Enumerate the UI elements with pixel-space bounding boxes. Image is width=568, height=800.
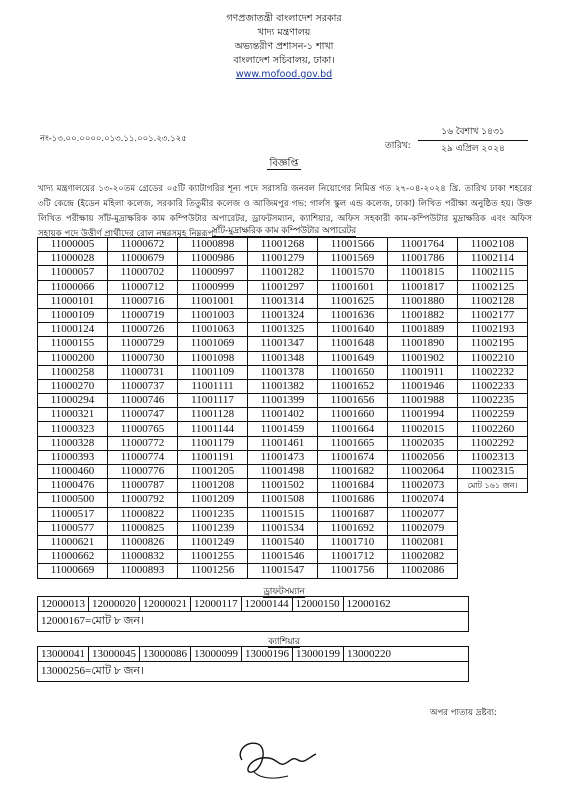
roll-cell: 11000500	[38, 493, 108, 507]
roll-cell: 11002292	[458, 436, 528, 450]
empty-cell	[458, 507, 528, 521]
roll-cell: 11001656	[318, 394, 388, 408]
roll-cell: 11000476	[38, 479, 108, 493]
table-row	[38, 550, 528, 564]
roll-cell: 11000893	[108, 564, 178, 578]
roll-cell: 11001880	[388, 294, 458, 308]
roll-cell: 11002035	[388, 436, 458, 450]
roll-cell: 11001664	[318, 422, 388, 436]
roll-cell: 11001911	[388, 365, 458, 379]
roll-cell: 11000460	[38, 465, 108, 479]
roll-cell: 11000719	[108, 308, 178, 322]
draftsman-roll-table	[37, 596, 469, 632]
website-line	[0, 68, 568, 82]
roll-cell: 11000669	[38, 564, 108, 578]
roll-cell: 11002079	[388, 521, 458, 535]
roll-cell: 11001882	[388, 308, 458, 322]
roll-cell: 11002064	[388, 465, 458, 479]
table-row	[38, 493, 528, 507]
total-cell: 12000167=মোট ৮ জন।	[38, 612, 469, 632]
notice-title-wrap	[0, 156, 568, 173]
roll-cell: 11002115	[458, 266, 528, 280]
roll-cell: 13000086	[140, 647, 191, 662]
roll-cell: 11000747	[108, 408, 178, 422]
roll-cell: 11001687	[318, 507, 388, 521]
roll-cell: 11002259	[458, 408, 528, 422]
roll-cell: 11001534	[248, 521, 318, 535]
roll-cell: 11001001	[178, 294, 248, 308]
roll-cell: 11001712	[318, 550, 388, 564]
roll-cell: 11001191	[178, 450, 248, 464]
roll-cell: 11001069	[178, 337, 248, 351]
roll-cell: 11002081	[388, 535, 458, 549]
roll-cell: 12000150	[292, 597, 343, 612]
roll-cell: 11000294	[38, 394, 108, 408]
roll-cell: 11001640	[318, 323, 388, 337]
roll-cell: 11001889	[388, 323, 458, 337]
roll-cell: 13000220	[344, 647, 469, 662]
roll-cell: 11001650	[318, 365, 388, 379]
roll-cell: 11000898	[178, 238, 248, 252]
roll-cell: 11000787	[108, 479, 178, 493]
roll-cell: 11002232	[458, 365, 528, 379]
date-block	[418, 124, 528, 157]
empty-cell	[458, 564, 528, 578]
roll-cell: 11000270	[38, 379, 108, 393]
table-row	[38, 294, 528, 308]
roll-cell: 11002260	[458, 422, 528, 436]
roll-cell: 11000825	[108, 521, 178, 535]
roll-cell: 11000774	[108, 450, 178, 464]
roll-cell: 11000672	[108, 238, 178, 252]
roll-cell: 11001399	[248, 394, 318, 408]
roll-cell: 11001348	[248, 351, 318, 365]
roll-cell: 11001314	[248, 294, 318, 308]
roll-cell: 11000155	[38, 337, 108, 351]
roll-cell: 11001256	[178, 564, 248, 578]
roll-cell: 11001508	[248, 493, 318, 507]
roll-cell: 11000986	[178, 252, 248, 266]
roll-cell: 11000702	[108, 266, 178, 280]
roll-cell: 11000730	[108, 351, 178, 365]
roll-cell: 11001144	[178, 422, 248, 436]
roll-cell: 11000028	[38, 252, 108, 266]
roll-cell: 12000020	[89, 597, 140, 612]
roll-cell: 11001636	[318, 308, 388, 322]
total-cell: 13000256=মোট ৮ জন।	[38, 662, 469, 682]
roll-cell: 11001378	[248, 365, 318, 379]
roll-cell: 11000822	[108, 507, 178, 521]
roll-cell: 11001109	[178, 365, 248, 379]
roll-cell: 13000196	[242, 647, 293, 662]
roll-cell: 11000772	[108, 436, 178, 450]
table-row	[38, 612, 469, 632]
roll-cell: 11001128	[178, 408, 248, 422]
roll-cell: 11002015	[388, 422, 458, 436]
roll-cell: 11002233	[458, 379, 528, 393]
roll-cell: 11001764	[388, 238, 458, 252]
roll-cell: 11001382	[248, 379, 318, 393]
table-row	[38, 365, 528, 379]
roll-cell: 11001179	[178, 436, 248, 450]
roll-cell: 11001890	[388, 337, 458, 351]
roll-cell: 11000662	[38, 550, 108, 564]
roll-cell: 11002114	[458, 252, 528, 266]
table-row	[38, 564, 528, 578]
roll-cell: 11001546	[248, 550, 318, 564]
roll-cell: 11001815	[388, 266, 458, 280]
table-row	[38, 337, 528, 351]
roll-cell: 11001324	[248, 308, 318, 322]
table-row	[38, 238, 528, 252]
roll-cell: 11001239	[178, 521, 248, 535]
roll-cell: 11001570	[318, 266, 388, 280]
roll-cell: 11000999	[178, 280, 248, 294]
roll-cell: 11001502	[248, 479, 318, 493]
roll-cell: 11000726	[108, 323, 178, 337]
roll-cell: 11000765	[108, 422, 178, 436]
roll-cell: 11000517	[38, 507, 108, 521]
roll-cell: 12000013	[38, 597, 89, 612]
table-row	[38, 597, 469, 612]
roll-cell: 11000792	[108, 493, 178, 507]
roll-cell: 13000099	[191, 647, 242, 662]
table-row	[38, 422, 528, 436]
roll-cell: 12000021	[140, 597, 191, 612]
roll-cell: 11000200	[38, 351, 108, 365]
office-address: বাংলাদেশ সচিবালয়, ঢাকা।	[233, 55, 335, 66]
branch-name: অভ্যন্তরীণ প্রশাসন-১ শাখা	[234, 41, 334, 52]
roll-cell: 11000328	[38, 436, 108, 450]
roll-cell: 11001569	[318, 252, 388, 266]
roll-cell: 11001208	[178, 479, 248, 493]
table-row	[38, 507, 528, 521]
roll-cell: 11000832	[108, 550, 178, 564]
section1-title-wrap	[0, 223, 568, 238]
roll-cell: 11000729	[108, 337, 178, 351]
cashier-roll-table	[37, 646, 469, 682]
roll-cell: 11000679	[108, 252, 178, 266]
roll-cell: 11001547	[248, 564, 318, 578]
roll-cell: 11001902	[388, 351, 458, 365]
roll-cell: 11001625	[318, 294, 388, 308]
roll-cell: 11001325	[248, 323, 318, 337]
website-link[interactable]: www.mofood.gov.bd	[235, 69, 333, 80]
roll-cell: 11001205	[178, 465, 248, 479]
roll-cell: 11000826	[108, 535, 178, 549]
empty-cell	[458, 493, 528, 507]
roll-cell: 11001402	[248, 408, 318, 422]
roll-cell: 11001652	[318, 379, 388, 393]
roll-cell: 11002315	[458, 465, 528, 479]
roll-cell: 11000321	[38, 408, 108, 422]
notice-title: বিজ্ঞপ্তি	[269, 158, 299, 169]
section1-title: সাঁট-মুদ্রাক্ষরিক কাম কম্পিউটার অপারেটর	[211, 226, 357, 236]
table-row	[38, 266, 528, 280]
table-row	[38, 436, 528, 450]
table-row	[38, 280, 528, 294]
roll-cell: 11001473	[248, 450, 318, 464]
roll-cell: 11001515	[248, 507, 318, 521]
table-row	[38, 647, 469, 662]
roll-cell: 13000045	[89, 647, 140, 662]
roll-cell: 11002125	[458, 280, 528, 294]
roll-cell: 11002195	[458, 337, 528, 351]
section3-title: ক্যাশিয়ার	[268, 637, 300, 647]
roll-cell: 11001268	[248, 238, 318, 252]
date-gregorian: ২৯ এপ্রিল ২০২৪	[418, 140, 528, 157]
table-row	[38, 479, 528, 493]
roll-cell: 12000162	[343, 597, 468, 612]
notice-body: খাদ্য মন্ত্রণালয়ের ১৩-২০তম গ্রেডের ০৫টি ক্যাটাগরির শূন্য পদে সরাসরি জনবল নিয়োগের নিমিত্ত গত ২৭-০৪-২০২৪ খ্রি. তারিখ ঢাকা শহরের ৩টি কেন্দ্রে (ইডেন মহিলা কলেজ, সরকারি তিতুমীর কলেজ ও আজিমপুর গভ: গার্লস স্কুল এন্ড কলেজ, ঢাকা) লিখিত পরীক্ষা অনুষ্ঠিত হয়। উক্ত লিখিত পরীক্ষায় সাঁট-মুদ্রাক্ষরিক কাম কম্পিউটার অপারেটর, ড্রাফটসম্যান, ক্যাশিয়ার, অফিস সহকারী কাম-কম্পিউটার মুদ্রাক্ষরিক এবং অফিস সহায়ক পদে উত্তীর্ণ প্রার্থীদের রোল নম্বরসমূহ নিম্নরূপ:	[38, 184, 532, 239]
table-row	[38, 662, 469, 682]
total-note: মোট ১৬১ জন।	[458, 479, 528, 493]
gov-name: গণপ্রজাতন্ত্রী বাংলাদেশ সরকার	[226, 13, 342, 24]
roll-cell: 11001297	[248, 280, 318, 294]
roll-cell: 11000005	[38, 238, 108, 252]
table-row	[38, 379, 528, 393]
date-bangla: ১৬ বৈশাখ ১৪৩১	[441, 127, 505, 137]
roll-cell: 11000057	[38, 266, 108, 280]
empty-cell	[458, 535, 528, 549]
roll-cell: 11001994	[388, 408, 458, 422]
ministry-name: খাদ্য মন্ত্রণালয়	[257, 27, 311, 38]
roll-cell: 11001566	[318, 238, 388, 252]
roll-cell: 11002235	[458, 394, 528, 408]
roll-cell: 11001649	[318, 351, 388, 365]
roll-cell: 11001063	[178, 323, 248, 337]
roll-cell: 11002077	[388, 507, 458, 521]
table-row	[38, 394, 528, 408]
roll-cell: 11001347	[248, 337, 318, 351]
table-row	[38, 323, 528, 337]
roll-cell: 11002193	[458, 323, 528, 337]
roll-cell: 11001692	[318, 521, 388, 535]
table-row	[38, 408, 528, 422]
roll-cell: 11000716	[108, 294, 178, 308]
roll-cell: 11000712	[108, 280, 178, 294]
roll-cell: 11001660	[318, 408, 388, 422]
roll-cell: 11001684	[318, 479, 388, 493]
roll-cell: 11002086	[388, 564, 458, 578]
roll-cell: 11001946	[388, 379, 458, 393]
roll-cell: 11000323	[38, 422, 108, 436]
roll-cell: 11001665	[318, 436, 388, 450]
roll-cell: 11001710	[318, 535, 388, 549]
roll-cell: 11001988	[388, 394, 458, 408]
roll-cell: 11002128	[458, 294, 528, 308]
roll-cell: 11001003	[178, 308, 248, 322]
roll-cell: 11002074	[388, 493, 458, 507]
roll-cell: 11001686	[318, 493, 388, 507]
empty-cell	[458, 550, 528, 564]
roll-cell: 11000737	[108, 379, 178, 393]
table-row	[38, 252, 528, 266]
table-row	[38, 535, 528, 549]
roll-cell: 11001279	[248, 252, 318, 266]
roll-cell: 11001235	[178, 507, 248, 521]
roll-cell: 13000041	[38, 647, 89, 662]
roll-cell: 11001682	[318, 465, 388, 479]
roll-cell: 11000109	[38, 308, 108, 322]
roll-cell: 11001282	[248, 266, 318, 280]
roll-cell: 11001786	[388, 252, 458, 266]
roll-cell: 11000101	[38, 294, 108, 308]
roll-cell: 11001117	[178, 394, 248, 408]
table-row	[38, 308, 528, 322]
empty-cell	[458, 521, 528, 535]
roll-cell: 11001498	[248, 465, 318, 479]
roll-cell: 11002056	[388, 450, 458, 464]
roll-cell: 11002177	[458, 308, 528, 322]
roll-cell: 11001674	[318, 450, 388, 464]
roll-cell: 11001648	[318, 337, 388, 351]
roll-cell: 11002108	[458, 238, 528, 252]
roll-cell: 11000997	[178, 266, 248, 280]
date-label: তারিখ:	[385, 141, 411, 151]
roll-cell: 11001601	[318, 280, 388, 294]
roll-cell: 11001461	[248, 436, 318, 450]
roll-cell: 11000776	[108, 465, 178, 479]
roll-cell: 11001249	[178, 535, 248, 549]
roll-cell: 11000577	[38, 521, 108, 535]
table-row	[38, 465, 528, 479]
roll-cell: 11000746	[108, 394, 178, 408]
roll-cell: 11000393	[38, 450, 108, 464]
section2-title: ড্রাফটসম্যান	[263, 587, 305, 597]
roll-cell: 11001540	[248, 535, 318, 549]
roll-cell: 11001111	[178, 379, 248, 393]
table-row	[38, 521, 528, 535]
roll-cell: 11000258	[38, 365, 108, 379]
roll-cell: 11001459	[248, 422, 318, 436]
table-row	[38, 351, 528, 365]
roll-cell: 11001756	[318, 564, 388, 578]
roll-cell: 11001817	[388, 280, 458, 294]
table-row	[38, 450, 528, 464]
roll-cell: 11001255	[178, 550, 248, 564]
roll-cell: 11000731	[108, 365, 178, 379]
memo-number: নং-১৩.০০.০০০০.০১৩.১১.০০১.২৩.১২৫	[40, 134, 187, 144]
roll-cell: 11002313	[458, 450, 528, 464]
steno-roll-table	[37, 237, 528, 579]
roll-cell: 13000199	[293, 647, 344, 662]
roll-cell: 11002082	[388, 550, 458, 564]
signature-image	[232, 730, 322, 785]
roll-cell: 11001209	[178, 493, 248, 507]
roll-cell: 11000066	[38, 280, 108, 294]
roll-cell: 12000117	[191, 597, 242, 612]
roll-cell: 11002073	[388, 479, 458, 493]
roll-cell: 11000124	[38, 323, 108, 337]
roll-cell: 11002210	[458, 351, 528, 365]
roll-cell: 11000621	[38, 535, 108, 549]
roll-cell: 11001098	[178, 351, 248, 365]
roll-cell: 12000144	[241, 597, 292, 612]
continued-note: অপর পাতায় দ্রষ্টব্য:	[430, 708, 497, 718]
